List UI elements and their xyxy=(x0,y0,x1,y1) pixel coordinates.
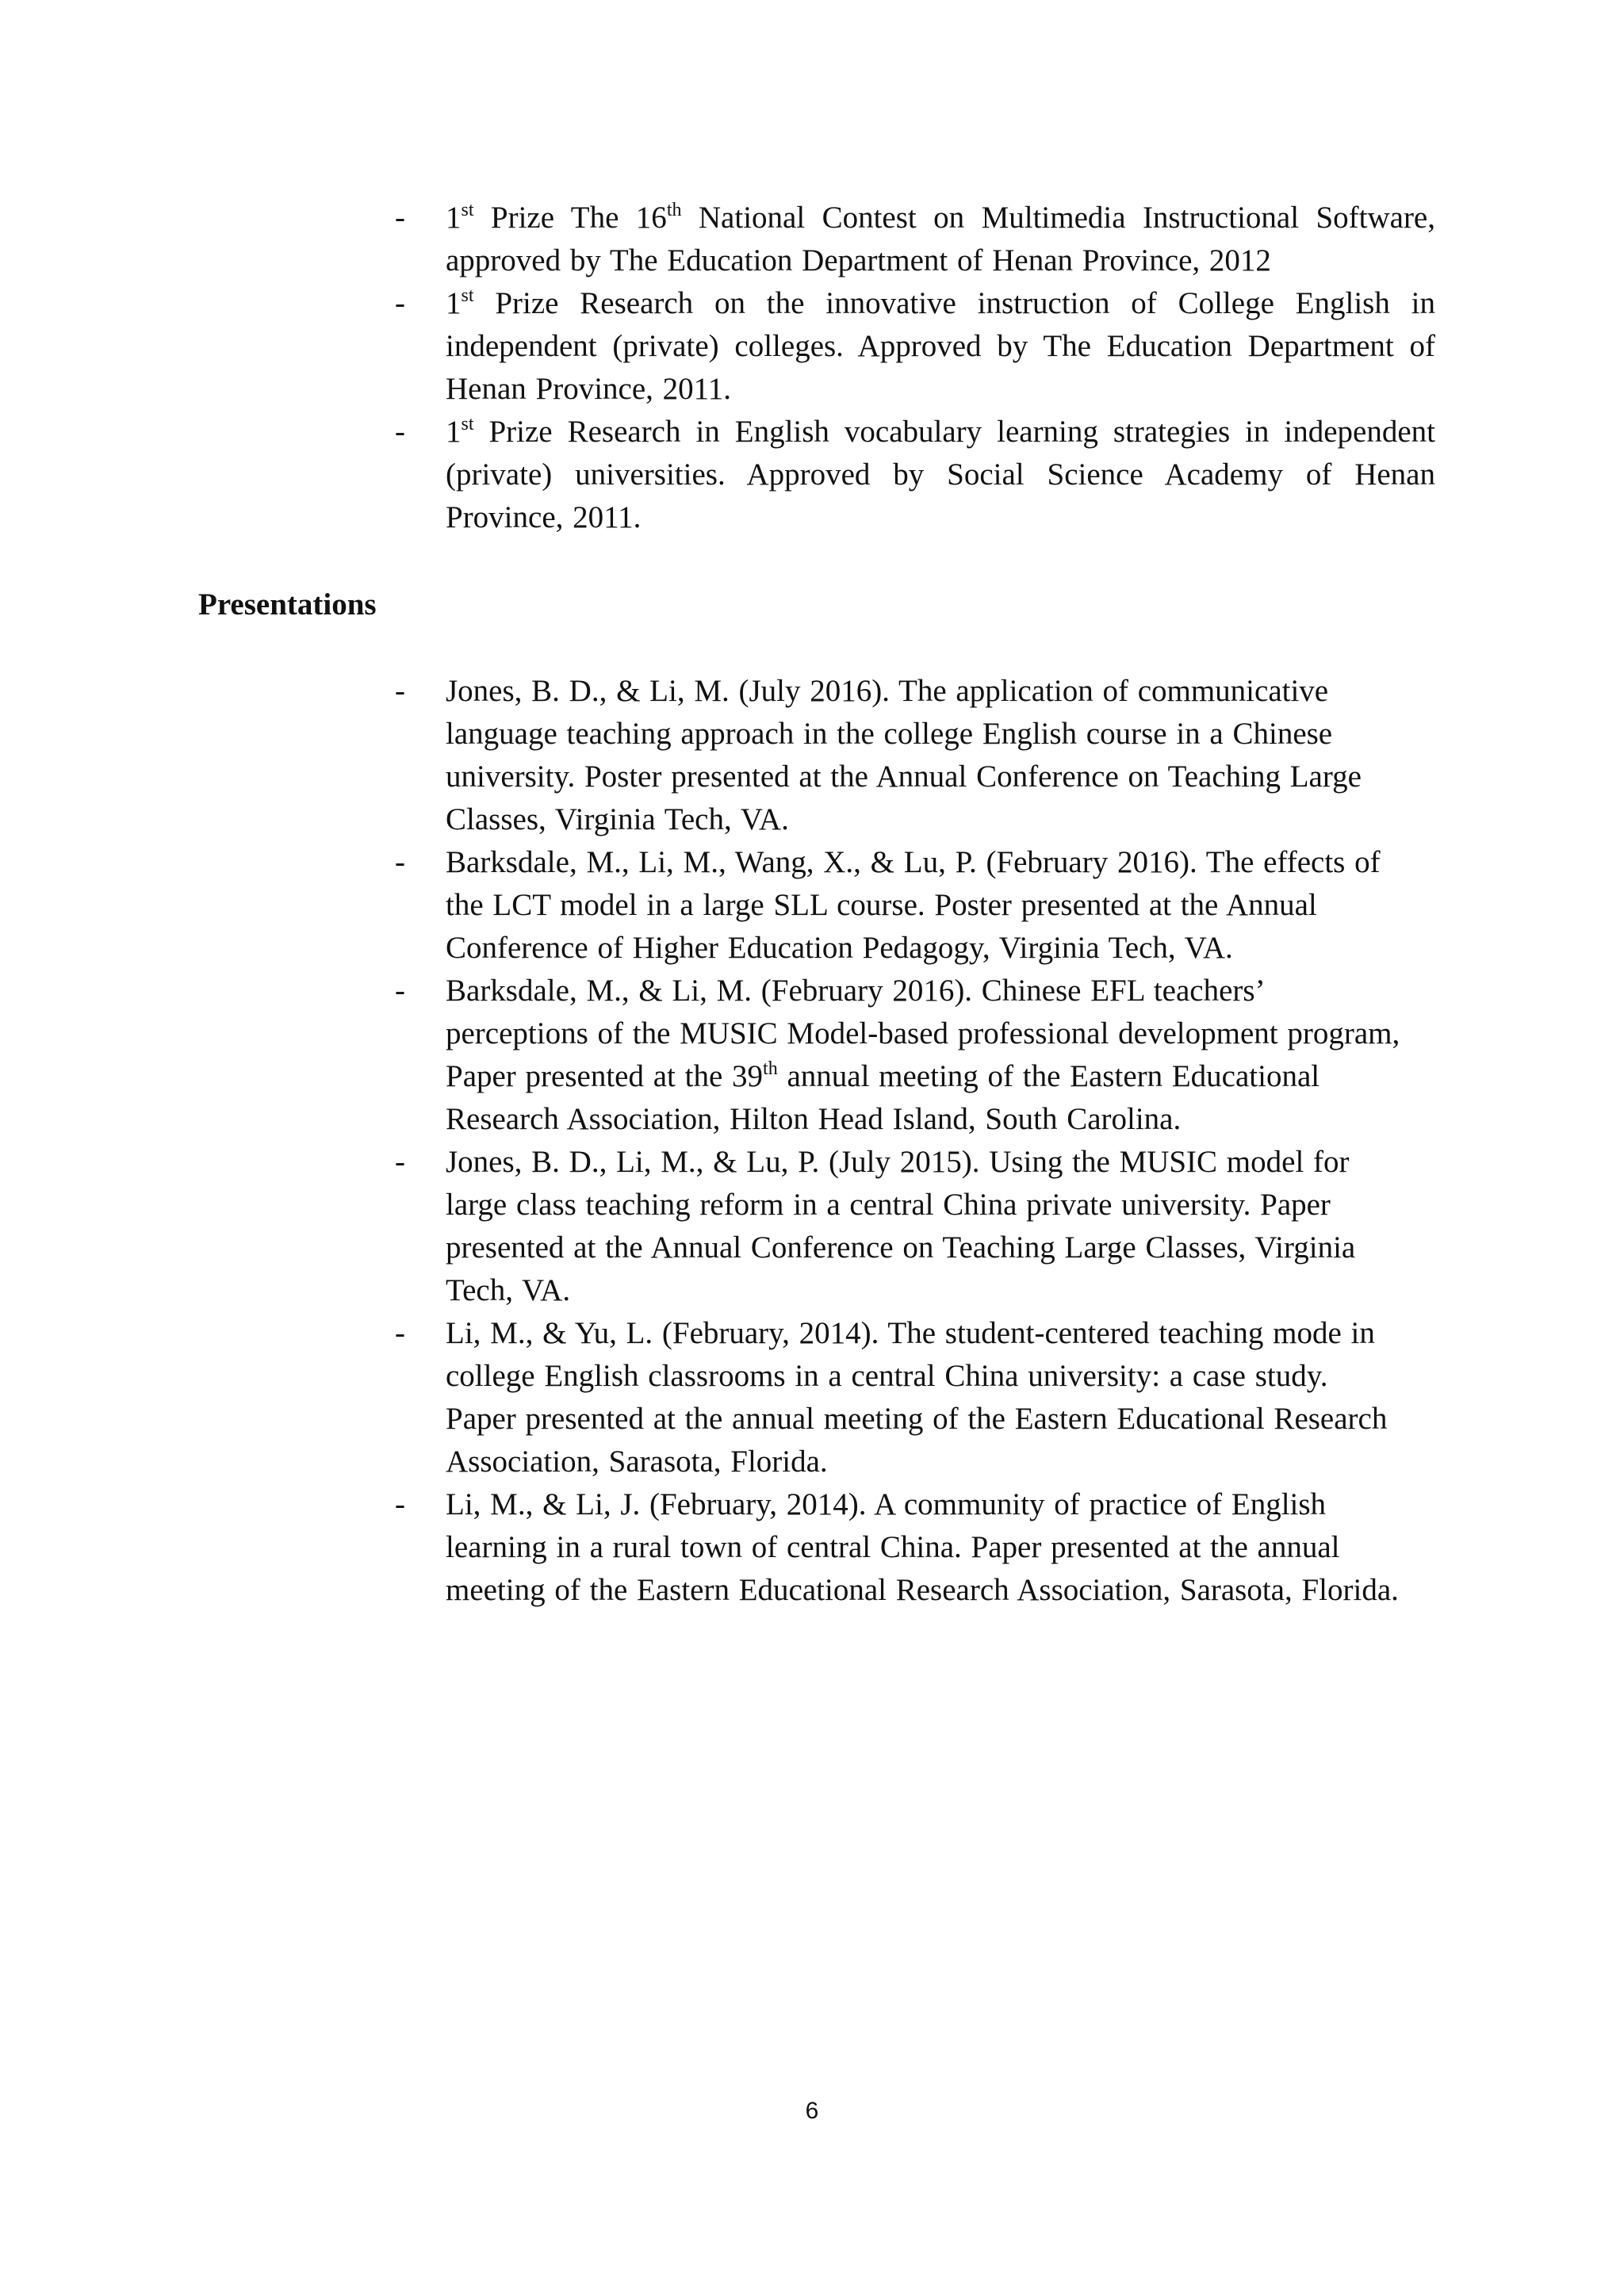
award-description: Research in English vocabulary learning strategies in independent (private) universities. Approved by Social Science Academy of Henan Province, 2011. xyxy=(446,415,1435,534)
citation-text: Barksdale, M., Li, M., Wang, X., & Lu, P. (February 2016). The effects of the LCT model in a large SLL course. Poster presented at the Annual Conference of Higher Education Pedagogy, Virginia Tech, VA. xyxy=(446,845,1381,965)
list-dash: - xyxy=(395,845,405,879)
award-rank: 1st Prize xyxy=(446,285,580,320)
award-rank: 1st Prize xyxy=(446,200,571,235)
list-dash: - xyxy=(395,286,405,320)
award-item xyxy=(395,282,1435,411)
presentations-heading: Presentations xyxy=(198,587,377,622)
presentations-list xyxy=(395,670,1404,1612)
award-rank: 1st Prize xyxy=(446,414,568,449)
presentation-item xyxy=(395,1483,1404,1612)
list-dash: - xyxy=(395,674,405,708)
list-dash: - xyxy=(395,1487,405,1521)
award-description: Research on the innovative instruction of College English in independent (private) colleges. Approved by The Education Department of Henan Province, 2011. xyxy=(446,286,1435,406)
citation-text: Barksdale, M., & Li, M. (February 2016). Chinese EFL teachers’ perceptions of the MUSIC Model-based professional development program, Paper presented at the 39th annual meeting of the Eastern Educational Research Association, Hilton Head Island, South Carolina. xyxy=(446,974,1400,1136)
presentation-item xyxy=(395,970,1404,1141)
presentation-item xyxy=(395,1312,1404,1483)
page-number: 6 xyxy=(805,2098,819,2124)
list-dash: - xyxy=(395,1145,405,1179)
citation-text: Jones, B. D., & Li, M. (July 2016). The application of communicative language teaching approach in the college English course in a Chinese university. Poster presented at the Annual Conference on Teaching Large Classes, Virginia Tech, VA. xyxy=(446,674,1362,836)
list-dash: - xyxy=(395,1316,405,1350)
presentation-item xyxy=(395,1141,1404,1312)
presentation-item xyxy=(395,841,1404,970)
list-dash: - xyxy=(395,415,405,449)
award-item xyxy=(395,197,1435,282)
citation-text: Li, M., & Yu, L. (February, 2014). The student-centered teaching mode in college English classrooms in a central China university: a case study. Paper presented at the annual meeting of the Eastern Educational Research Association, Sarasota, Florida. xyxy=(446,1316,1388,1479)
award-item xyxy=(395,411,1435,539)
citation-text: Jones, B. D., Li, M., & Lu, P. (July 2015). Using the MUSIC model for large class teaching reform in a central China private university. Paper presented at the Annual Conference on Teaching Large Classes, Virginia Tech, VA. xyxy=(446,1145,1356,1307)
awards-list xyxy=(395,197,1435,539)
citation-text: Li, M., & Li, J. (February, 2014). A community of practice of English learning in a rural town of central China. Paper presented at the annual meeting of the Eastern Educational Research Association, Sarasota, Florida. xyxy=(446,1487,1399,1607)
list-dash: - xyxy=(395,201,405,235)
award-description: The 16th National Contest on Multimedia Instructional Software, approved by The Education Department of Henan Province, 2012 xyxy=(446,200,1435,277)
presentation-item xyxy=(395,670,1404,841)
list-dash: - xyxy=(395,974,405,1008)
